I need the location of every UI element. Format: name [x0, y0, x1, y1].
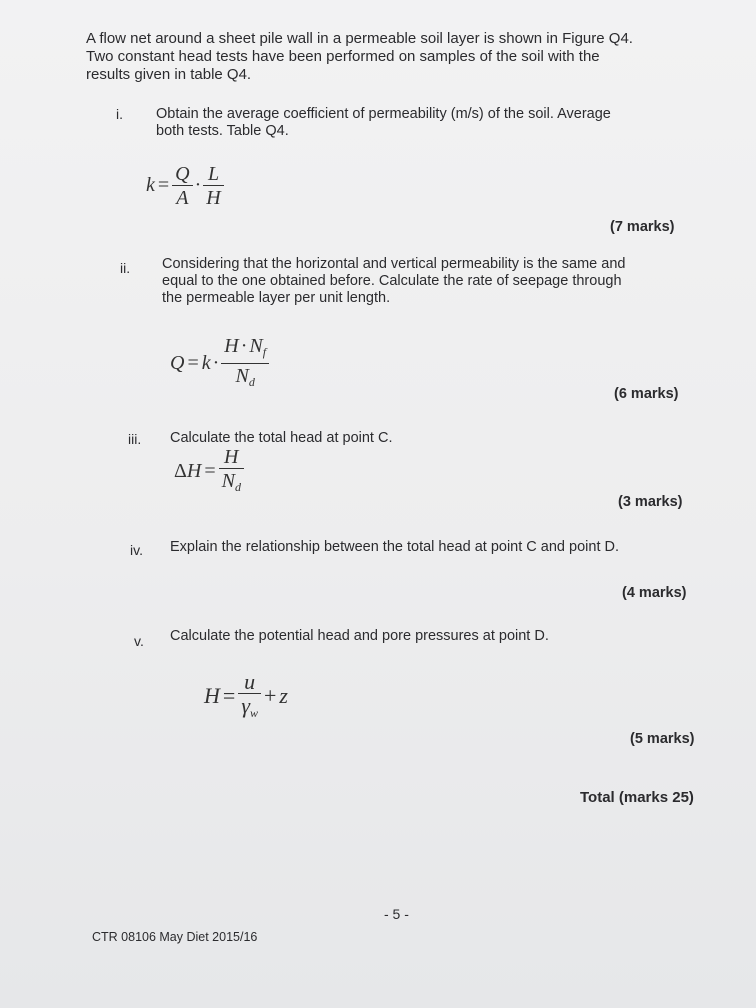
formula-lhs: k — [146, 174, 155, 197]
footer-code: CTR 08106 May Diet 2015/16 — [92, 930, 258, 944]
denominator-gamma: γ — [241, 693, 250, 718]
formula-delta: Δ — [174, 460, 187, 483]
intro-line-3: results given in table Q4. — [86, 66, 252, 83]
formula-z: z — [279, 683, 288, 709]
formula-denominator: H — [206, 187, 221, 209]
question-4-line-1: Explain the relationship between the total head at point C and point D. — [170, 539, 619, 555]
formula-lhs-h: H — [186, 460, 202, 483]
numerator-h: H — [224, 335, 239, 357]
question-5-text — [170, 628, 549, 645]
formula-plus: + — [264, 683, 277, 709]
question-4-text — [170, 539, 619, 556]
formula-lhs: H — [204, 683, 220, 709]
page-number: - 5 - — [384, 906, 409, 922]
fraction-u-over-gamma — [238, 669, 261, 724]
subscript-d: d — [234, 480, 241, 494]
question-2-number: ii. — [120, 260, 131, 276]
formula-lhs: Q — [170, 352, 185, 375]
question-4-number: iv. — [130, 542, 143, 558]
formula-denominator: A — [176, 187, 189, 209]
question-5-marks: (5 marks) — [630, 731, 695, 747]
question-5-number: v. — [134, 633, 144, 649]
question-2-marks: (6 marks) — [614, 386, 679, 402]
formula-numerator: u — [238, 672, 261, 694]
fraction-l-over-h — [203, 164, 223, 209]
formula-k: k — [201, 352, 211, 375]
question-1-marks: (7 marks) — [610, 219, 675, 235]
denominator-n: N — [235, 365, 249, 387]
question-3-line-1: Calculate the total head at point C. — [170, 430, 393, 446]
formula-denominator — [219, 469, 244, 498]
question-2-line-1: Considering that the horizontal and vertical permeability is the same and — [162, 256, 626, 272]
question-5-line-1: Calculate the potential head and pore pressures at point D. — [170, 628, 549, 644]
subscript-f: f — [262, 345, 267, 359]
question-3-marks: (3 marks) — [618, 494, 683, 510]
subscript-d: d — [248, 375, 255, 389]
question-2-text — [162, 256, 625, 307]
question-1-text — [156, 106, 611, 140]
question-5-formula: H = $\frac{u}{\gamma_w}$ + z — [204, 672, 288, 724]
question-2-line-3: the permeable layer per unit length. — [162, 290, 391, 306]
numerator-n: N — [249, 335, 263, 357]
question-3-number: iii. — [128, 431, 142, 447]
intro-line-1: A flow net around a sheet pile wall in a permeable soil layer is shown in Figure Q4. — [86, 30, 633, 47]
question-2-formula: Q = k · $\frac{H \cdot N_f}{N_d}$ — [170, 336, 269, 393]
formula-denominator — [221, 364, 269, 393]
formula-numerator: Q — [172, 164, 192, 186]
formula-numerator: L — [203, 164, 223, 186]
fraction-q-over-a — [172, 164, 192, 209]
question-4-marks: (4 marks) — [622, 585, 687, 601]
formula-numerator: $H \cdot N_f$ — [221, 336, 269, 364]
fraction-h-nf-over-nd — [221, 336, 269, 393]
fraction-h-over-nd — [219, 447, 244, 498]
question-1-line-2: both tests. Table Q4. — [156, 123, 289, 139]
question-3-formula: ΔH = $\frac{H}{N_d}$ — [174, 447, 244, 498]
denominator-n: N — [221, 470, 235, 492]
formula-numerator: H — [219, 447, 244, 469]
total-marks: Total (marks 25) — [580, 789, 694, 806]
intro-line-2: Two constant head tests have been performed on samples of the soil with the — [86, 48, 600, 65]
intro-paragraph — [86, 30, 633, 84]
question-1-formula: k = $\frac{Q}{A}$ · $\frac{L}{H}$ — [146, 164, 224, 209]
question-1-number: i. — [116, 106, 123, 122]
question-3-text — [170, 430, 392, 447]
formula-denominator — [238, 694, 261, 724]
question-1-line-1: Obtain the average coefficient of permeability (m/s) of the soil. Average — [156, 106, 611, 122]
subscript-w: w — [249, 706, 258, 720]
question-2-line-2: equal to the one obtained before. Calculate the rate of seepage through — [162, 273, 622, 289]
